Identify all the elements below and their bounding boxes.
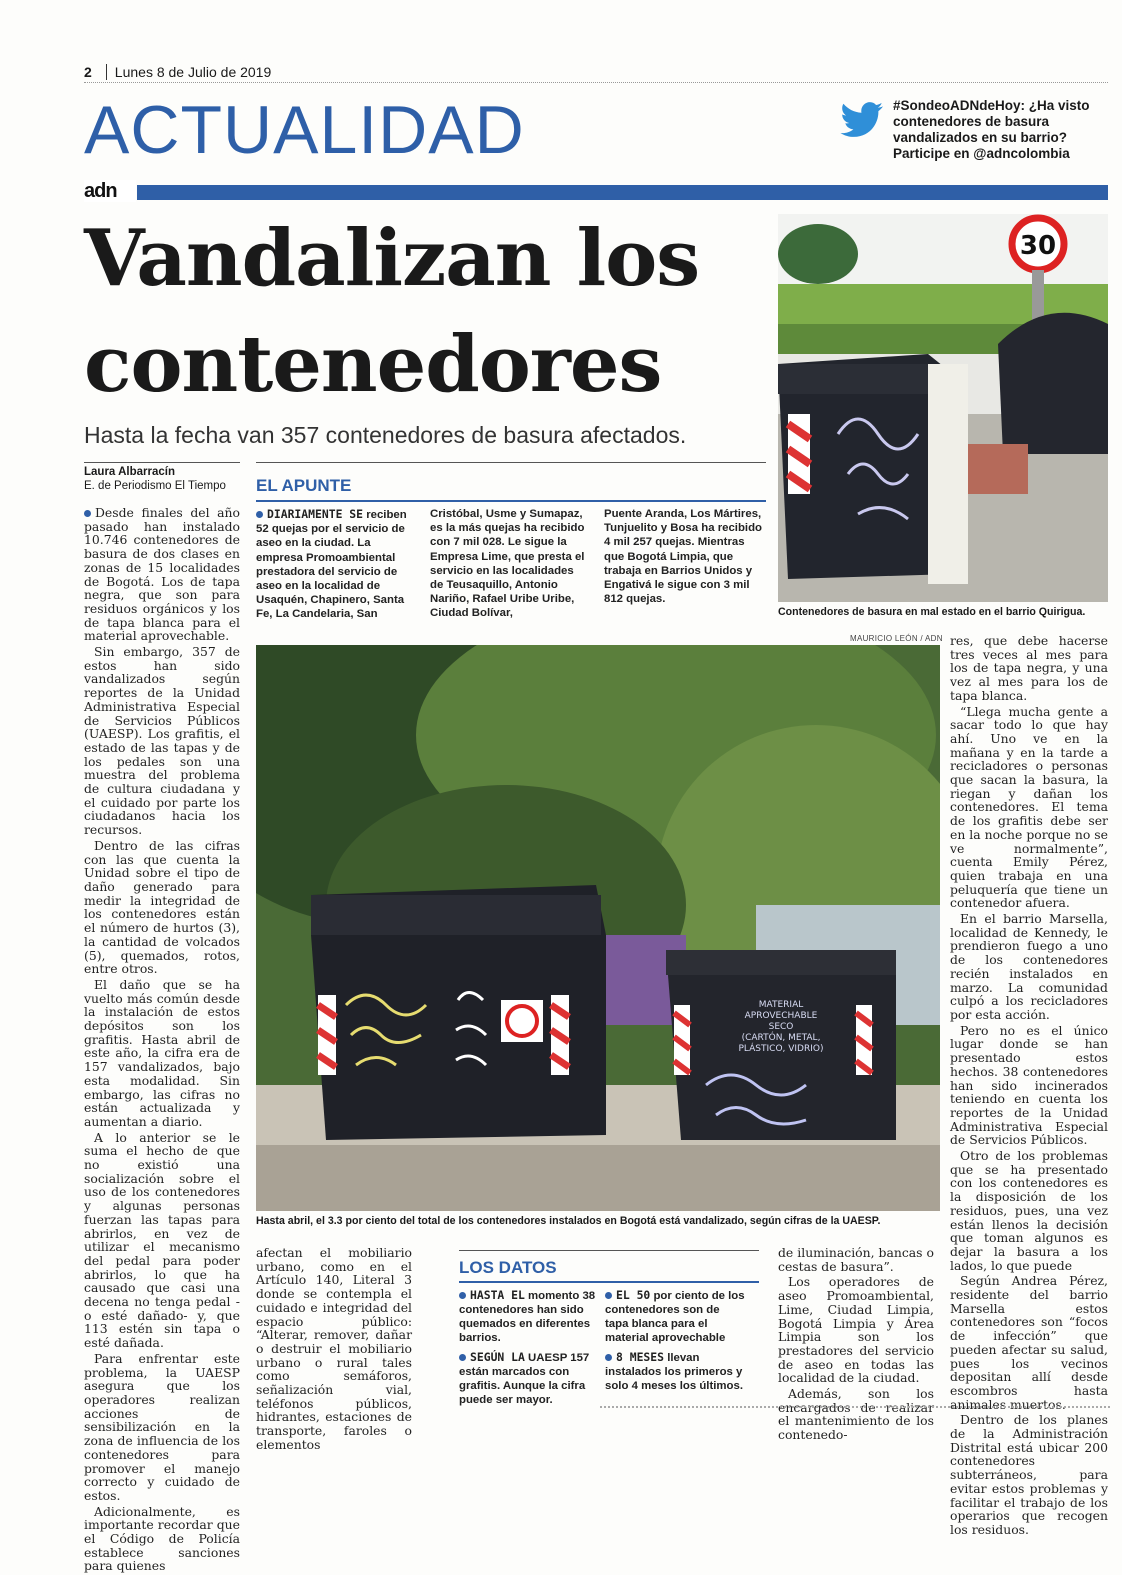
body-col-2	[256, 1246, 412, 1454]
author-role: E. de Periodismo El Tiempo	[84, 480, 226, 492]
body-p7: Adicionalmente, es importante recordar que el Código de Policía establece sanciones para quienes	[84, 1503, 240, 1574]
photo-quirigua-containers	[778, 214, 1108, 602]
headline-line-2: contenedores	[84, 319, 662, 410]
dato-1: HASTA EL momento 38 contenedores han sido quemados en diferentes barrios.	[459, 1288, 596, 1344]
body-col-4-p4: Pero no es el único lugar donde se han presentado estos hechos. 38 contenedores han sido incinerados teniendo en cuenta los reportes de la Unidad Administrativa Especial de Servicios Públicos.	[950, 1022, 1108, 1148]
body-col-3-p1: de iluminación, bancas o cestas de basura”.	[778, 1245, 934, 1274]
apunte-lead: DIARIAMENTE SE	[267, 507, 364, 521]
apunte-underline	[256, 500, 766, 502]
body-col-3-p3: Además, son los encargados de realizar el mantenimiento de los contenedo-	[778, 1386, 934, 1443]
dato-4: 8 MESES llevan instalados los primeros y solo 4 meses los últimos.	[605, 1350, 744, 1392]
top-photo-caption: Contenedores de basura en mal estado en el barrio Quirigua.	[778, 606, 1086, 618]
bullet-icon	[605, 1354, 612, 1361]
body-col-4-p6: Según Andrea Pérez, residente del barrio Marsella estos contenedores son “focos de infección” que pueden afectar su salud, pues los vecinos depositan allí desde escombros hasta animales muertos.	[950, 1273, 1108, 1412]
headline-line-1: Vandalizan los	[84, 213, 700, 304]
apunte-col-1-text: reciben 52 quejas por el servicio de aseo en la ciudad. La empresa Promoambiental prestadora del servicio de aseo en la localidad de Usaquén, Chapinero, Santa Fe, La Candelaria, San	[256, 509, 407, 621]
top-rule	[84, 82, 1108, 83]
bullet-icon	[605, 1292, 612, 1299]
body-col-4-p5: Otro de los problemas que se ha presentado con los contenedores es la disposición de los residuos, pues, una vez están llenos la decisión que toman algunos es dejar la basura a los lados, lo que puede	[950, 1148, 1108, 1273]
photo-main-containers	[256, 645, 940, 1211]
speed-sign-text: 30	[1019, 231, 1057, 261]
datos-title: LOS DATOS	[459, 1258, 557, 1277]
body-p1: Desde finales del año pasado han instalado 10.746 contenedores de basura de dos clases en zonas de 15 localidades de Bogotá. Los de tapa negra, que son para residuos orgánicos y los de tapa blanca para el material aprovechable.	[84, 505, 240, 644]
bullet-icon	[256, 511, 263, 518]
body-col-4-p3: En el barrio Marsella, localidad de Kennedy, le prendieron fuego a uno de los contenedores recién instalados en marzo. La comunidad culpó a los recicladores por esta acción.	[950, 911, 1108, 1022]
body-col-4-p2: “Llega mucha gente a sacar todo lo que hay ahí. Uno ve en la mañana y en la tarde a recicladores o personas que sacan la basura, la riegan y dañan los contenedores. El tema de los grafitis debe ser en la noche porque no se ve normalmente”, cuenta Emily Pérez, quien trabaja en una peluquería que tiene un contenedor afuera.	[950, 703, 1108, 911]
page-date: Lunes 8 de Julio de 2019	[106, 64, 271, 80]
body-p2: Sin embargo, 357 de estos han sido vandalizados según reportes de la Unidad Administrativa Especial de Servicios Públicos (UAESP). Los grafitis, el estado de las tapas y de los pedales son una muestra del problema de cultura ciudadana y el cuidado por parte los ciudadanos hacia los recursos.	[84, 644, 240, 838]
page-number: 2	[84, 64, 92, 80]
body-col-4-p1: res, que debe hacerse tres veces al mes para los de tapa negra, y una vez al mes para los de tapa blanca.	[950, 633, 1108, 703]
adn-logo: adn	[84, 180, 136, 202]
dato-2: SEGÚN LA UAESP 157 están marcados con grafitis. Aunque la cifra puede ser mayor.	[459, 1350, 590, 1406]
apunte-col-2: Cristóbal, Usme y Sumapaz, es la más quejas ha recibido con 7 mil 028. Le sigue la Empresa Lime, que presta el servicio en las localidades de Teusaquillo, Antonio Nariño, Rafael Uribe Uribe, Ciudad Bolívar,	[430, 508, 585, 620]
body-p4: El daño que se ha vuelto más común desde la instalación de estos depósitos son los grafitis. Hasta abril de este año, la cifra era de 157 vandalizados, bajo esta modalidad. Sin embargo, las cifras no están actualizada y aumentan a diario.	[84, 976, 240, 1129]
body-col-3-p2: Los operadores de aseo Promoambiental, Lime, Ciudad Limpia, Bogotá Limpia y Área Limpia son los prestadores del servicio de aseo en todas las localidad de la ciudad.	[778, 1274, 934, 1386]
sondeo-text: #SondeoADNdeHoy: ¿Ha visto contenedores de basura vandalizados en su barrio? Participe en @adncolombia	[893, 98, 1090, 161]
body-p5: A lo anterior se le suma el hecho de que no existió una socialización sobre el uso de los contenedores y algunas personas fuerzan las tapas para abrirlos, en vez de utilizar el mecanismo del pedal para poder abrirlos, lo que ha causado que casi una decena no tenga pedal -o esté dañado- y, que 113 estén sin tapa o esté dañada.	[84, 1129, 240, 1351]
datos-rule	[459, 1250, 759, 1251]
main-photo-caption: Hasta abril, el 3.3 por ciento del total de los contenedores instalados en Bogotá está vandalizado, según cifras de la UAESP.	[256, 1215, 881, 1227]
header-blue-bar	[137, 185, 1108, 200]
section-title: ACTUALIDAD	[84, 92, 525, 168]
body-col-4-p7: Dentro de los planes de la Administración Distrital está ubicar 200 contenedores subterráneos, para evitar estos problemas y facilitar el trabajo de los operarios que recogen los residuos.	[950, 1412, 1108, 1537]
body-p3: Dentro de las cifras con las que cuenta la Unidad sobre el tipo de daño generado para medir la integridad de los contenedores están el número de hurtos (3), la cantidad de volcados (5), quemados, rotos, entre otros.	[84, 837, 240, 977]
datos-underline	[459, 1281, 759, 1283]
twitter-bird-icon	[840, 102, 884, 138]
bullet-icon	[459, 1354, 466, 1361]
body-col-2-text: afectan el mobiliario urbano, como en el Artículo 140, Literal 3 donde se contempla el cuidado e integridad del espacio público: “Alterar, remover, dañar o destruir el mobiliario urbano o rural tales como semáforos, señalización vial, teléfonos públicos, hidrantes, estaciones de transporte, faroles o elementos	[256, 1245, 412, 1452]
photo-credit: MAURICIO LEÓN / ADN	[850, 634, 943, 643]
body-col-4	[950, 634, 1108, 1539]
page-folio	[84, 64, 271, 80]
bullet-icon	[459, 1292, 466, 1299]
author-name: Laura Albarracín	[84, 466, 175, 478]
body-col-1	[84, 506, 240, 1575]
apunte-col-1	[256, 507, 416, 622]
author-rule	[84, 462, 240, 463]
bullet-icon	[84, 510, 91, 517]
body-col-3	[778, 1246, 934, 1444]
subhead: Hasta la fecha van 357 contenedores de basura afectados.	[84, 422, 687, 448]
apunte-rule	[256, 462, 766, 463]
apunte-col-3: Puente Aranda, Los Mártires, Tunjuelito y Bosa ha recibido 4 mil 257 quejas. Mientras que Bogotá Limpia, que trabaja en Barrios Unidos y Engativá le sigue con 3 mil 812 quejas.	[604, 508, 763, 606]
body-p6: Para enfrentar este problema, la UAESP asegura que los operadores realizan acciones de sensibilización en la zona de influencia de los contenedores para promover el manejo correcto y cuidado de estos.	[84, 1350, 240, 1503]
dato-3: EL 50 por ciento de los contenedores son de tapa blanca para el material aprovechable	[605, 1288, 745, 1344]
headline	[84, 206, 774, 418]
bottom-dotted-rule	[600, 1406, 1110, 1408]
bin-label-text: MATERIAL APROVECHABLE SECO (CARTÓN, METAL, PLÁSTICO, VIDRIO)	[738, 1000, 824, 1054]
apunte-title: EL APUNTE	[256, 476, 352, 495]
